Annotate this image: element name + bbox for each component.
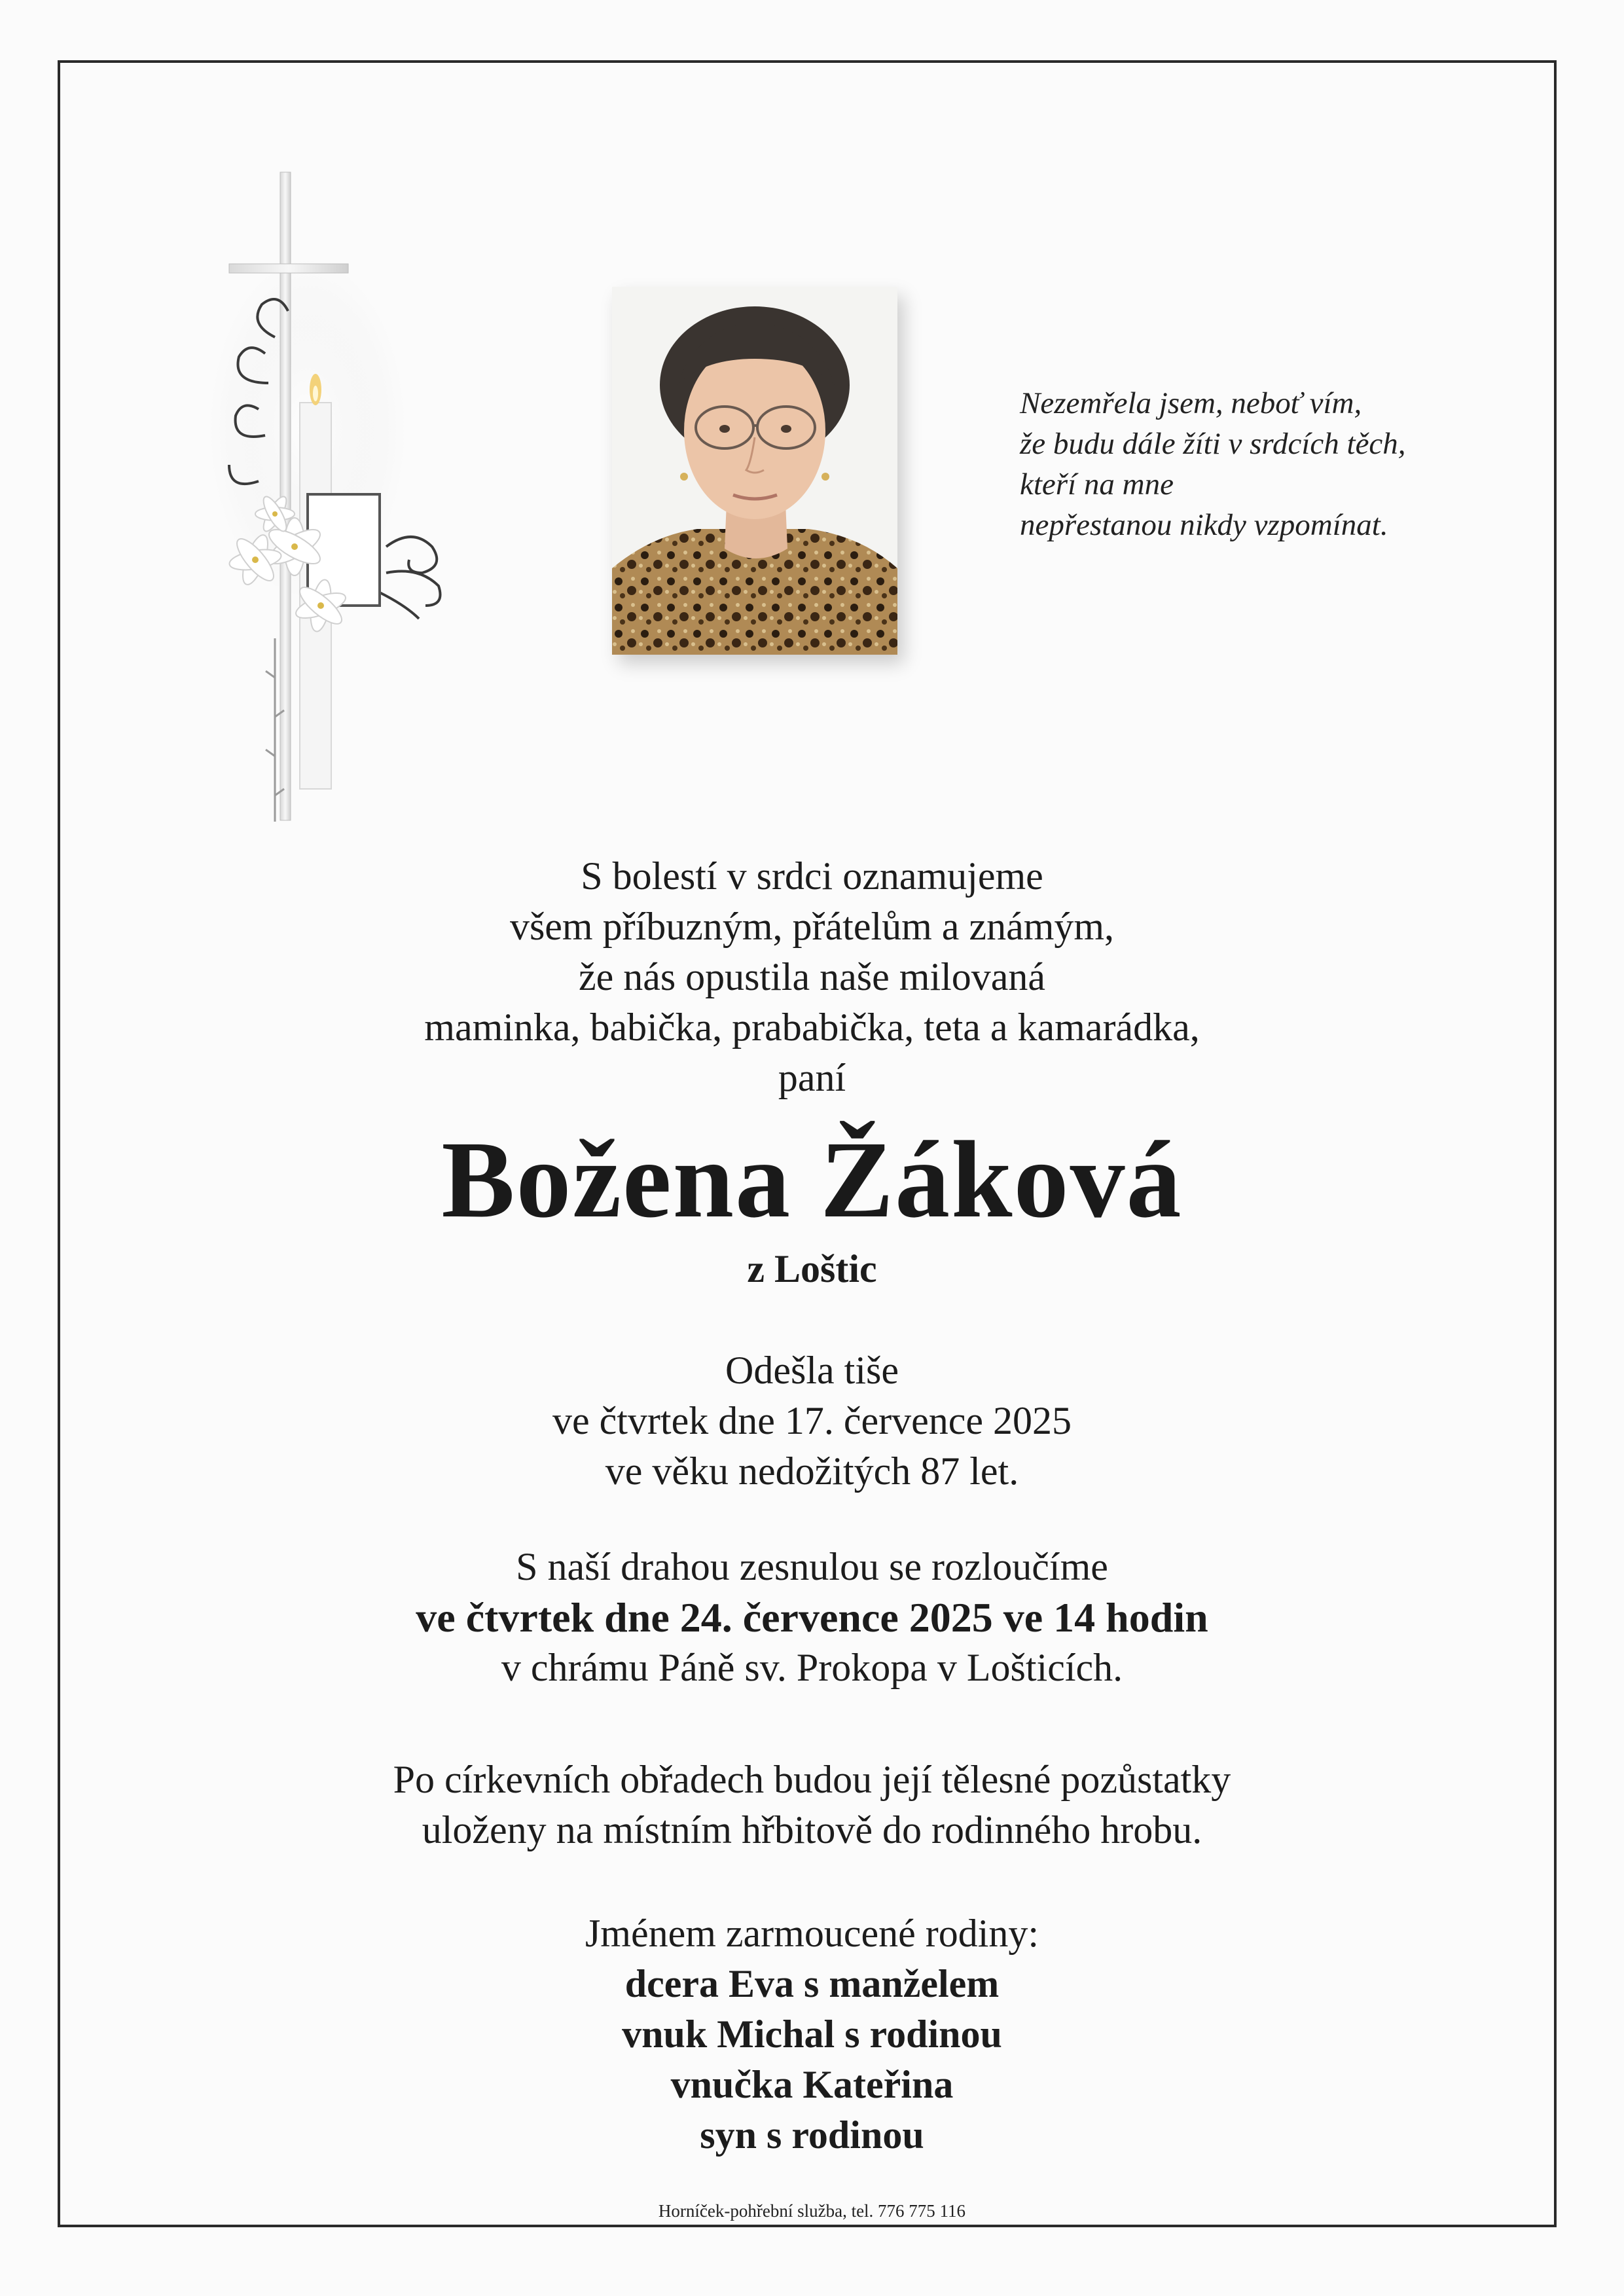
- farewell-date-time: ve čtvrtek dne 24. července 2025 ve 14 hodin: [416, 1594, 1208, 1641]
- burial-info: [79, 1755, 1545, 1855]
- family-member: dcera Eva s manželem: [624, 1962, 1000, 2005]
- death-info: [79, 1345, 1545, 1497]
- announcement: [79, 851, 1545, 1103]
- family-list: [79, 1908, 1545, 2160]
- cross-candle-lilies-icon: [196, 167, 511, 828]
- funeral-service-footer: Horníček-pohřební služba, tel. 776 775 116: [658, 2201, 966, 2221]
- quote-line: kteří na mne: [1020, 467, 1174, 501]
- quote-line: Nezemřela jsem, neboť vím,: [1020, 386, 1362, 420]
- announcement-line: všem příbuzným, přátelům a známým,: [509, 905, 1115, 948]
- family-member: syn s rodinou: [700, 2113, 924, 2157]
- family-member: vnučka Kateřina: [670, 2063, 954, 2106]
- burial-line: uloženy na místním hřbitově do rodinného hrobu.: [422, 1808, 1202, 1851]
- deceased-origin: z Loštic: [747, 1247, 877, 1290]
- death-line: ve čtvrtek dne 17. července 2025: [552, 1399, 1072, 1442]
- farewell-info: [79, 1542, 1545, 1693]
- announcement-line: paní: [778, 1056, 846, 1099]
- announcement-line: S bolestí v srdci oznamujeme: [581, 854, 1043, 898]
- quote-line: nepřestanou nikdy vzpomínat.: [1020, 508, 1388, 542]
- portrait-photo: [612, 287, 897, 655]
- family-member: vnuk Michal s rodinou: [622, 2013, 1002, 2056]
- memorial-quote: [1020, 383, 1478, 545]
- death-line: ve věku nedožitých 87 let.: [605, 1449, 1019, 1493]
- deceased-name: Božena Žáková: [441, 1119, 1183, 1241]
- announcement-line: že nás opustila naše milovaná: [578, 955, 1046, 998]
- family-intro: Jménem zarmoucené rodiny:: [585, 1912, 1039, 1955]
- burial-line: Po církevních obřadech budou její tělesné pozůstatky: [393, 1758, 1231, 1801]
- death-line: Odešla tiše: [725, 1349, 899, 1392]
- farewell-intro: S naší drahou zesnulou se rozloučíme: [516, 1545, 1108, 1588]
- announcement-line: maminka, babička, prababička, teta a kamarádka,: [424, 1006, 1200, 1049]
- quote-line: že budu dále žíti v srdcích těch,: [1020, 427, 1406, 461]
- farewell-place: v chrámu Páně sv. Prokopa v Lošticích.: [501, 1646, 1123, 1689]
